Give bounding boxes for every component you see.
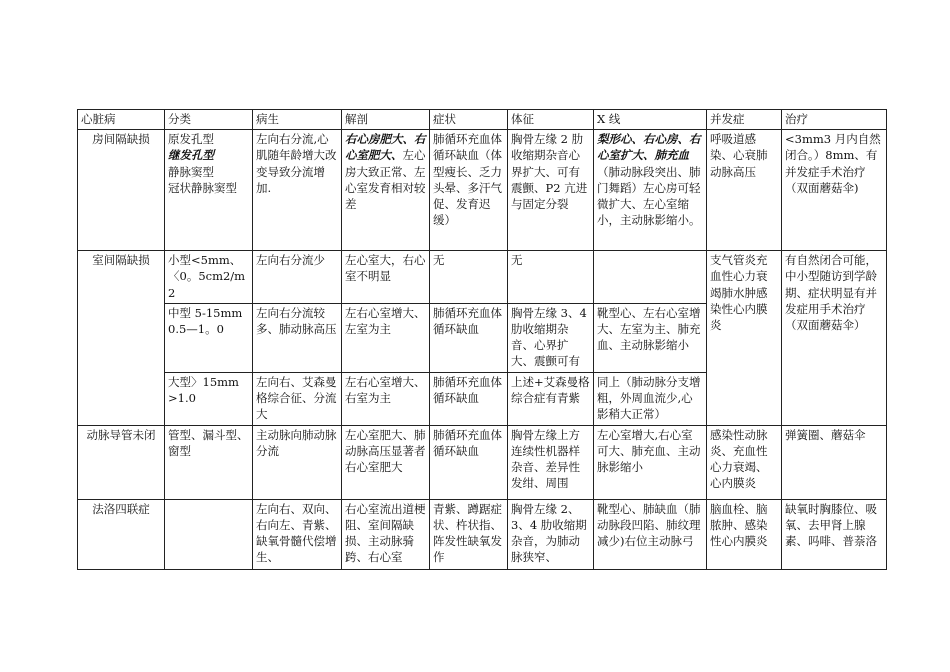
complications-cell: 感染性动脉炎、充血性心力衰竭、心内膜炎 [707,425,782,499]
pathophysiology-cell: 主动脉向肺动脉分流 [253,425,342,499]
treatment-cell: 有自然闭合可能，中小型随访到学龄期、症状明显有并发症用手术治疗（双面蘑菇伞） [782,251,887,426]
pathophysiology-cell: 左向右、艾森曼格综合征、分流大 [253,372,342,425]
pathophysiology-cell: 左向右分流少 [253,251,342,304]
header-symptoms: 症状 [430,110,508,130]
symptoms-cell: 肺循环充血体循环缺血 [430,303,508,372]
anatomy-cell: 左心室肥大、肺动脉高压显著者右心室肥大 [342,425,430,499]
xray-cell: 靴型心、肺缺血（肺动脉段凹陷、肺纹理减少)右位主动脉弓 [594,499,707,569]
classification-cell: 中型 5-15mm 0.5—1。0 [165,303,253,372]
treatment-cell: 弹簧圈、蘑菇伞 [782,425,887,499]
xray-cell: 同上（肺动脉分支增粗，外周血流少,心影稍大正常） [594,372,707,425]
treatment-cell: <3mm3 月内自然闭合。）8mm、有并发症手术治疗（双面蘑菇伞) [782,130,887,251]
xray-cell: 左心室增大,右心室可大、肺充血、主动脉影缩小 [594,425,707,499]
table-row [78,499,887,569]
pathophysiology-cell: 左向右分流较多、肺动脉高压 [253,303,342,372]
xray-cell [594,251,707,304]
heart-disease-table [77,109,887,570]
complications-cell: 呼吸道感染、心衰肺动脉高压 [707,130,782,251]
classification-cell: 管型、漏斗型、窗型 [165,425,253,499]
anatomy-emphasis: 右心房肥大、右心室肥大、 [345,132,426,163]
header-disease: 心脏病 [78,110,165,130]
header-pathophysiology: 病生 [253,110,342,130]
disease-cell: 法洛四联症 [78,499,165,569]
symptoms-cell: 肺循环充血体循环缺血 [430,372,508,425]
anatomy-cell [342,130,430,251]
table-row [78,425,887,499]
header-complications: 并发症 [707,110,782,130]
symptoms-cell: 青紫、蹲踞症状、杵状指、阵发性缺氧发作 [430,499,508,569]
classification-item: 原发孔型 [168,132,214,147]
anatomy-cell: 左右心室增大、右室为主 [342,372,430,425]
anatomy-text: 左心房大致正常、左心室发育相对较差 [345,148,426,212]
treatment-cell: 缺氧时胸膝位、吸氧、去甲肾上腺素、吗啡、普萘洛 [782,499,887,569]
disease-cell: 房间隔缺损 [78,130,165,251]
symptoms-cell: 肺循环充血体循环缺血（体型瘦长、乏力头晕、多汗气促、发育迟缓） [430,130,508,251]
signs-cell: 胸骨左缘 3、4 肋收缩期杂音、心界扩大、震颤可有 [508,303,594,372]
disease-cell: 动脉导管未闭 [78,425,165,499]
anatomy-cell: 左右心室增大、左室为主 [342,303,430,372]
classification-item: 静脉窦型 [168,164,214,179]
anatomy-cell: 左心室大，右心室不明显 [342,251,430,304]
table-row [78,130,887,251]
signs-cell: 胸骨左缘上方连续性机器样杂音、差异性发绀、周围 [508,425,594,499]
classification-cell [165,130,253,251]
signs-cell: 胸骨左缘 2、3、4 肋收缩期杂音，为肺动脉狭窄、 [508,499,594,569]
header-anatomy: 解剖 [342,110,430,130]
classification-item: 继发孔型 [168,148,214,163]
signs-cell: 上述+艾森曼格综合症有青紫 [508,372,594,425]
signs-cell: 胸骨左缘 2 肋收缩期杂音心界扩大、可有震颤、P2 亢进与固定分裂 [508,130,594,251]
symptoms-cell: 无 [430,251,508,304]
xray-text: （肺动脉段突出、肺门舞蹈）左心房可轻微扩大、左心室缩小，主动脉影缩小。 [597,164,701,228]
complications-cell: 脑血栓、脑脓肿、感染性心内膜炎 [707,499,782,569]
classification-cell: 大型〉15mm >1.0 [165,372,253,425]
classification-item: 冠状静脉窦型 [168,180,237,195]
xray-cell: 靴型心、左右心室增大、左室为主、肺充血、主动脉影缩小 [594,303,707,372]
symptoms-cell: 肺循环充血体循环缺血 [430,425,508,499]
complications-cell: 支气管炎充血性心力衰竭肺水肿感染性心内膜炎 [707,251,782,426]
header-signs: 体征 [508,110,594,130]
header-classification: 分类 [165,110,253,130]
pathophysiology-cell: 左向右、双向、右向左、青紫、缺氧骨髓代偿增生、 [253,499,342,569]
table-row [78,251,887,304]
header-row [78,110,887,130]
xray-emphasis: 梨形心、右心房、右心室扩大、肺充血 [597,132,701,163]
header-treatment: 治疗 [782,110,887,130]
header-xray: X 线 [594,110,707,130]
disease-cell: 室间隔缺损 [78,251,165,426]
classification-cell [165,499,253,569]
anatomy-cell: 右心室流出道梗阻、室间隔缺损、主动脉骑跨、右心室 [342,499,430,569]
xray-cell [594,130,707,251]
signs-cell: 无 [508,251,594,304]
classification-cell: 小型<5mm、〈0。5cm2/m2 [165,251,253,304]
pathophysiology-cell: 左向右分流,心肌随年龄增大改变导致分流增加. [253,130,342,251]
